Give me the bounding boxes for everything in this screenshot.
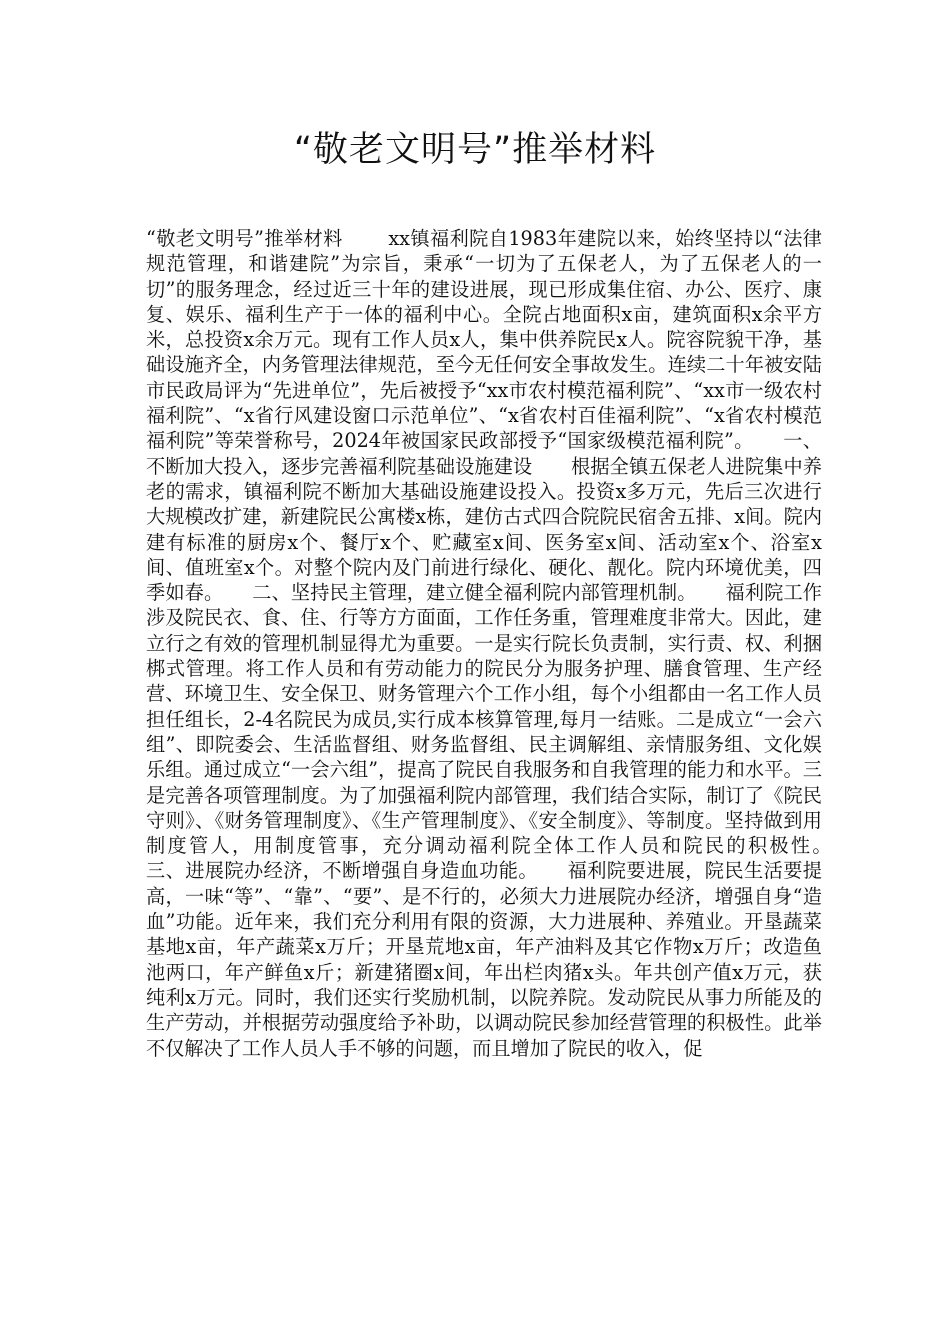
document-body: “敬老文明号”推举材料 xx镇福利院自1983年建院以来，始终坚持以“法律规范管理，和谐建院”为宗旨，秉承“一切为了五保老人，为了五保老人的一切”的服务理念，经过近三十年的建设进展，现已形成集住宿、办公、医疗、康复、娱乐、福利生产于一体的福利中心。全院占地面积x亩，建筑面积x余平方米，总投资x余万元。现有工作人员x人，集中供养院民x人。院容院貌干净，基础设施齐全，内务管理法律规范，至今无任何安全事故发生。连续二十年被安陆市民政局评为“先进单位”，先后被授予“xx市农村模范福利院”、“xx市一级农村福利院”、“x省行风建设窗口示范单位”、“x省农村百佳福利院”、“x省农村模范福利院”等荣誉称号，2024年被国家民政部授予“国家级模范福利院”。 一、不断加大投入，逐步完善福利院基础设施建设 根据全镇五保老人进院集中养老的需求，镇福利院不断加大基础设施建设投入。投资x多万元，先后三次进行大规模改扩建，新建院民公寓楼x栋，建仿古式四合院院民宿舍五排、x间。院内建有标准的厨房x个、餐厅x个、贮藏室x间、医务室x间、活动室x个、浴室x间、值班室x个。对整个院内及门前进行绿化、硬化、靓化。院内环境优美，四季如春。 二、坚持民主管理，建立健全福利院内部管理机制。 福利院工作涉及院民衣、食、住、行等方方面面，工作任务重，管理难度非常大。因此，建立行之有效的管理机制显得尤为重要。一是实行院长负责制，实行责、权、利捆梆式管理。将工作人员和有劳动能力的院民分为服务护理、膳食管理、生产经营、环境卫生、安全保卫、财务管理六个工作小组，每个小组都由一名工作人员担任组长，2-4名院民为成员,实行成本核算管理,每月一结账。二是成立“一会六组”、即院委会、生活监督组、财务监督组、民主调解组、亲情服务组、文化娱乐组。通过成立“一会六组”，提高了院民自我服务和自我管理的能力和水平。三是完善各项管理制度。为了加强福利院内部管理，我们结合实际，制订了《院民守则》、《财务管理制度》、《生产管理制度》、《安全制度》、等制度。坚持做到用制度管人，用制度管事，充分调动福利院全体工作人员和院民的积极性。 三、进展院办经济，不断增强自身造血功能。 福利院要进展，院民生活要提高，一味“等”、“靠”、“要”、是不行的，必须大力进展院办经济，增强自身“造血”功能。近年来，我们充分利用有限的资源，大力进展种、养殖业。开垦蔬菜基地x亩，年产蔬菜x万斤；开垦荒地x亩，年产油料及其它作物x万斤；改造鱼池两口，年产鲜鱼x斤；新建猪圈x间，年出栏肉猪x头。年共创产值x万元，获纯利x万元。同时，我们还实行奖励机制，以院养院。发动院民从事力所能及的生产劳动，并根据劳动强度给予补助，以调动院民参加经营管理的积极性。此举不仅解决了工作人员人手不够的问题，而且增加了院民的收入，促 [146,227,861,1060]
document-title: “敬老文明号”推举材料 [293,130,657,170]
